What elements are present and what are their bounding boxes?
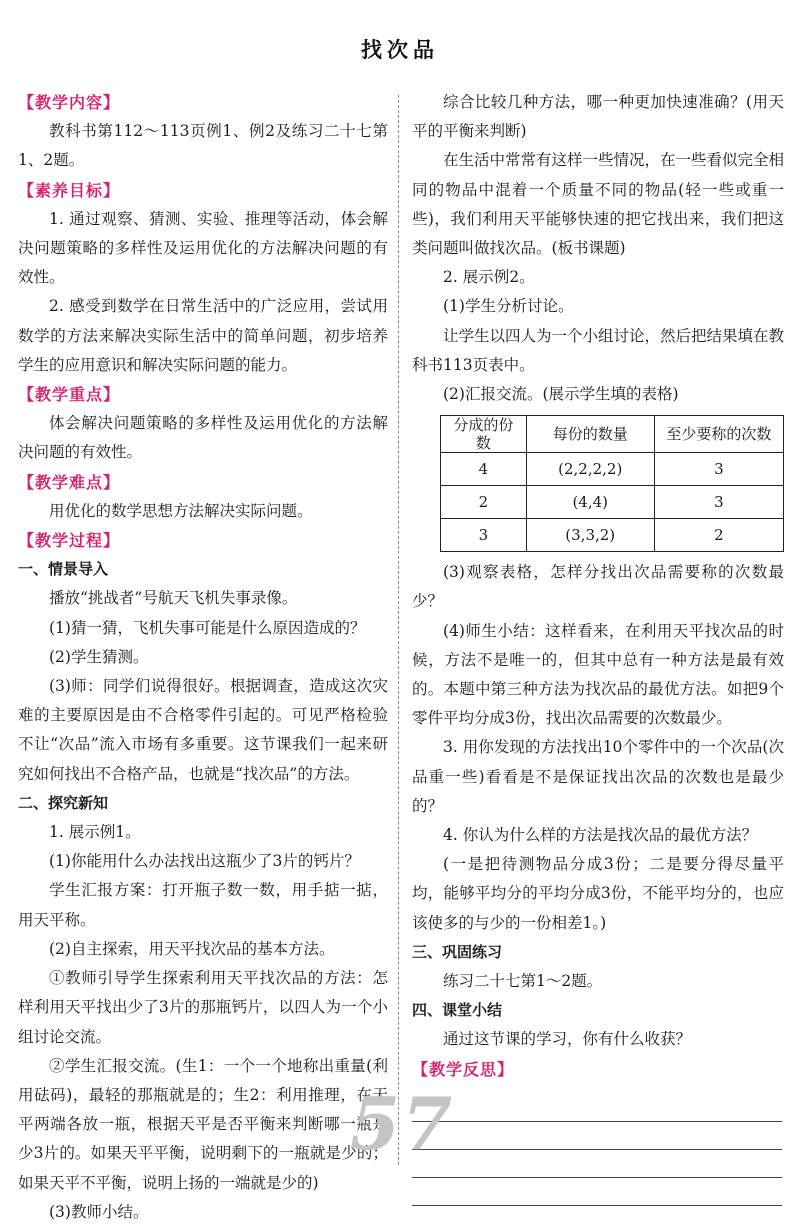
left-column (18, 88, 388, 1227)
writing-line (412, 1178, 782, 1206)
table-header: 至少要称的次数 (654, 416, 783, 453)
reflection-heading: 【教学反思】 (412, 1059, 515, 1079)
paragraph: (2)学生猜测。 (49, 647, 149, 666)
process-heading: 【教学过程】 (18, 531, 121, 551)
paragraph: (一是把待测物品分成3份；二是要分得尽量平均，能够平均分的平均分成3份，不能平均分的，也应该使多的与少的一份相差1。) (412, 855, 784, 932)
paragraph: 通过这节课的学习，你有什么收获？ (443, 1030, 692, 1049)
paragraph: 让学生以四人为一个小组讨论，然后把结果填在教科书113页表中。 (412, 326, 785, 374)
table-cell: 2 (441, 486, 527, 519)
part2-title: 二、探究新知 (18, 793, 109, 812)
paragraph: (4)师生小结：这样看来，在利用天平找次品的时候，方法不是唯一的，但其中总有一种方法是最有效的。本题中第三种方法为找次品的最优方法。如把9个零件平均分成3份，找出次品需要的次数最少。 (412, 621, 784, 728)
teaching-content-heading: 【教学内容】 (18, 93, 121, 112)
part1-title: 一、情景导入 (18, 560, 109, 579)
reflection-writing-area (412, 1094, 784, 1206)
paragraph: 1. 展示例1。 (49, 823, 141, 842)
page-number: 57 (350, 1081, 455, 1166)
part3-title: 三、巩固练习 (412, 942, 503, 961)
teaching-content-text: 教科书第112～113页例1、例2及练习二十七第1、2题。 (18, 122, 388, 170)
paragraph: 2. 展示例2。 (443, 268, 535, 287)
key-points-text: 体会解决问题策略的多样性及运用优化的方法解决问题的有效性。 (18, 414, 388, 462)
paragraph: (1)你能用什么办法找出这瓶少了3片的钙片？ (49, 852, 360, 871)
paragraph: 综合比较几种方法，哪一种更加快速准确？(用天平的平衡来判断) (412, 93, 784, 141)
table-cell: (2,2,2,2) (526, 453, 654, 486)
paragraph: 练习二十七第1～2题。 (443, 972, 603, 991)
paragraph: 播放“挑战者”号航天飞机失事录像。 (49, 589, 298, 608)
paragraph: 3. 用你发现的方法找出10个零件中的一个次品(次品重一些)看看是不是保证找出次品的次数也是最少的？ (412, 738, 784, 815)
paragraph: 在生活中常常有这样一些情况，在一些看似完全相同的物品中混着一个质量不同的物品(轻一些或重一些)，我们利用天平能够快速的把它找出来，我们把这类问题叫做找次品。(板书课题) (412, 151, 785, 258)
table-row (441, 453, 784, 486)
page-title: 找次品 (361, 38, 439, 62)
table-cell: 2 (654, 519, 783, 552)
paragraph: (3)教师小结。 (49, 1202, 149, 1221)
table-cell: 3 (441, 519, 527, 552)
part4-title: 四、课堂小结 (412, 1001, 503, 1020)
column-divider (398, 95, 399, 1165)
paragraph: (1)猜一猜，飞机失事可能是什么原因造成的？ (49, 618, 366, 637)
paragraph: 学生汇报方案：打开瓶子数一数，用手掂一掂，用天平称。 (18, 881, 388, 929)
table-header-row (441, 416, 784, 453)
table-cell: (3,3,2) (526, 519, 654, 552)
paragraph: (3)观察表格，怎样分找出次品需要称的次数最少？ (412, 563, 784, 611)
table-row (441, 519, 784, 552)
paragraph: 4. 你认为什么样的方法是找次品的最优方法？ (443, 826, 758, 845)
table-cell: (4,4) (526, 486, 654, 519)
goal-item: 1. 通过观察、猜测、实验、推理等活动，体会解决问题策略的多样性及运用优化的方法解决问题的有效性。 (18, 209, 388, 287)
paragraph: ②学生汇报交流。(生1：一个一个地称出重量(利用砝码)，最轻的那瓶就是的；生2：利用推理，在天平两端各放一瓶，根据天平是否平衡来判断哪一瓶是少3片的。如果天平平衡，说明剩下的一瓶就是少的；如果天平不平衡，说明上扬的一端就是少的) (18, 1056, 388, 1192)
table-cell: 3 (654, 453, 783, 486)
paragraph: (1)学生分析讨论。 (443, 297, 574, 316)
difficulties-text: 用优化的数学思想方法解决实际问题。 (49, 501, 313, 520)
writing-line (412, 1122, 782, 1150)
table-cell: 3 (654, 486, 783, 519)
weighing-table (440, 415, 784, 552)
paragraph: (2)自主探索，用天平找次品的基本方法。 (49, 939, 335, 958)
table-row (441, 486, 784, 519)
key-points-heading: 【教学重点】 (18, 385, 121, 405)
writing-line (412, 1150, 782, 1178)
table-cell: 4 (441, 453, 527, 486)
paragraph: (3)师：同学们说得很好。根据调查，造成这次灾难的主要原因是由不合格零件引起的。可见严格检验不让“次品”流入市场有多重要。这节课我们一起来研究如何找出不合格产品，也就是“找次品”的方法。 (18, 677, 388, 783)
writing-line (412, 1094, 782, 1122)
table-header: 每份的数量 (526, 416, 654, 453)
goal-item: 2. 感受到数学在日常生活中的广泛应用，尝试用数学的方法来解决实际生活中的简单问题，初步培养学生的应用意识和解决实际问题的能力。 (18, 297, 388, 374)
table-header: 分成的份数 (441, 416, 527, 453)
goals-heading: 【素养目标】 (18, 180, 121, 200)
difficulties-heading: 【教学难点】 (18, 472, 121, 492)
right-column (412, 88, 784, 1206)
paragraph: ①教师引导学生探索利用天平找次品的方法：怎样利用天平找出少了3片的那瓶钙片，以四人为一个小组讨论交流。 (18, 969, 388, 1046)
paragraph: (2)汇报交流。(展示学生填的表格) (443, 385, 679, 404)
